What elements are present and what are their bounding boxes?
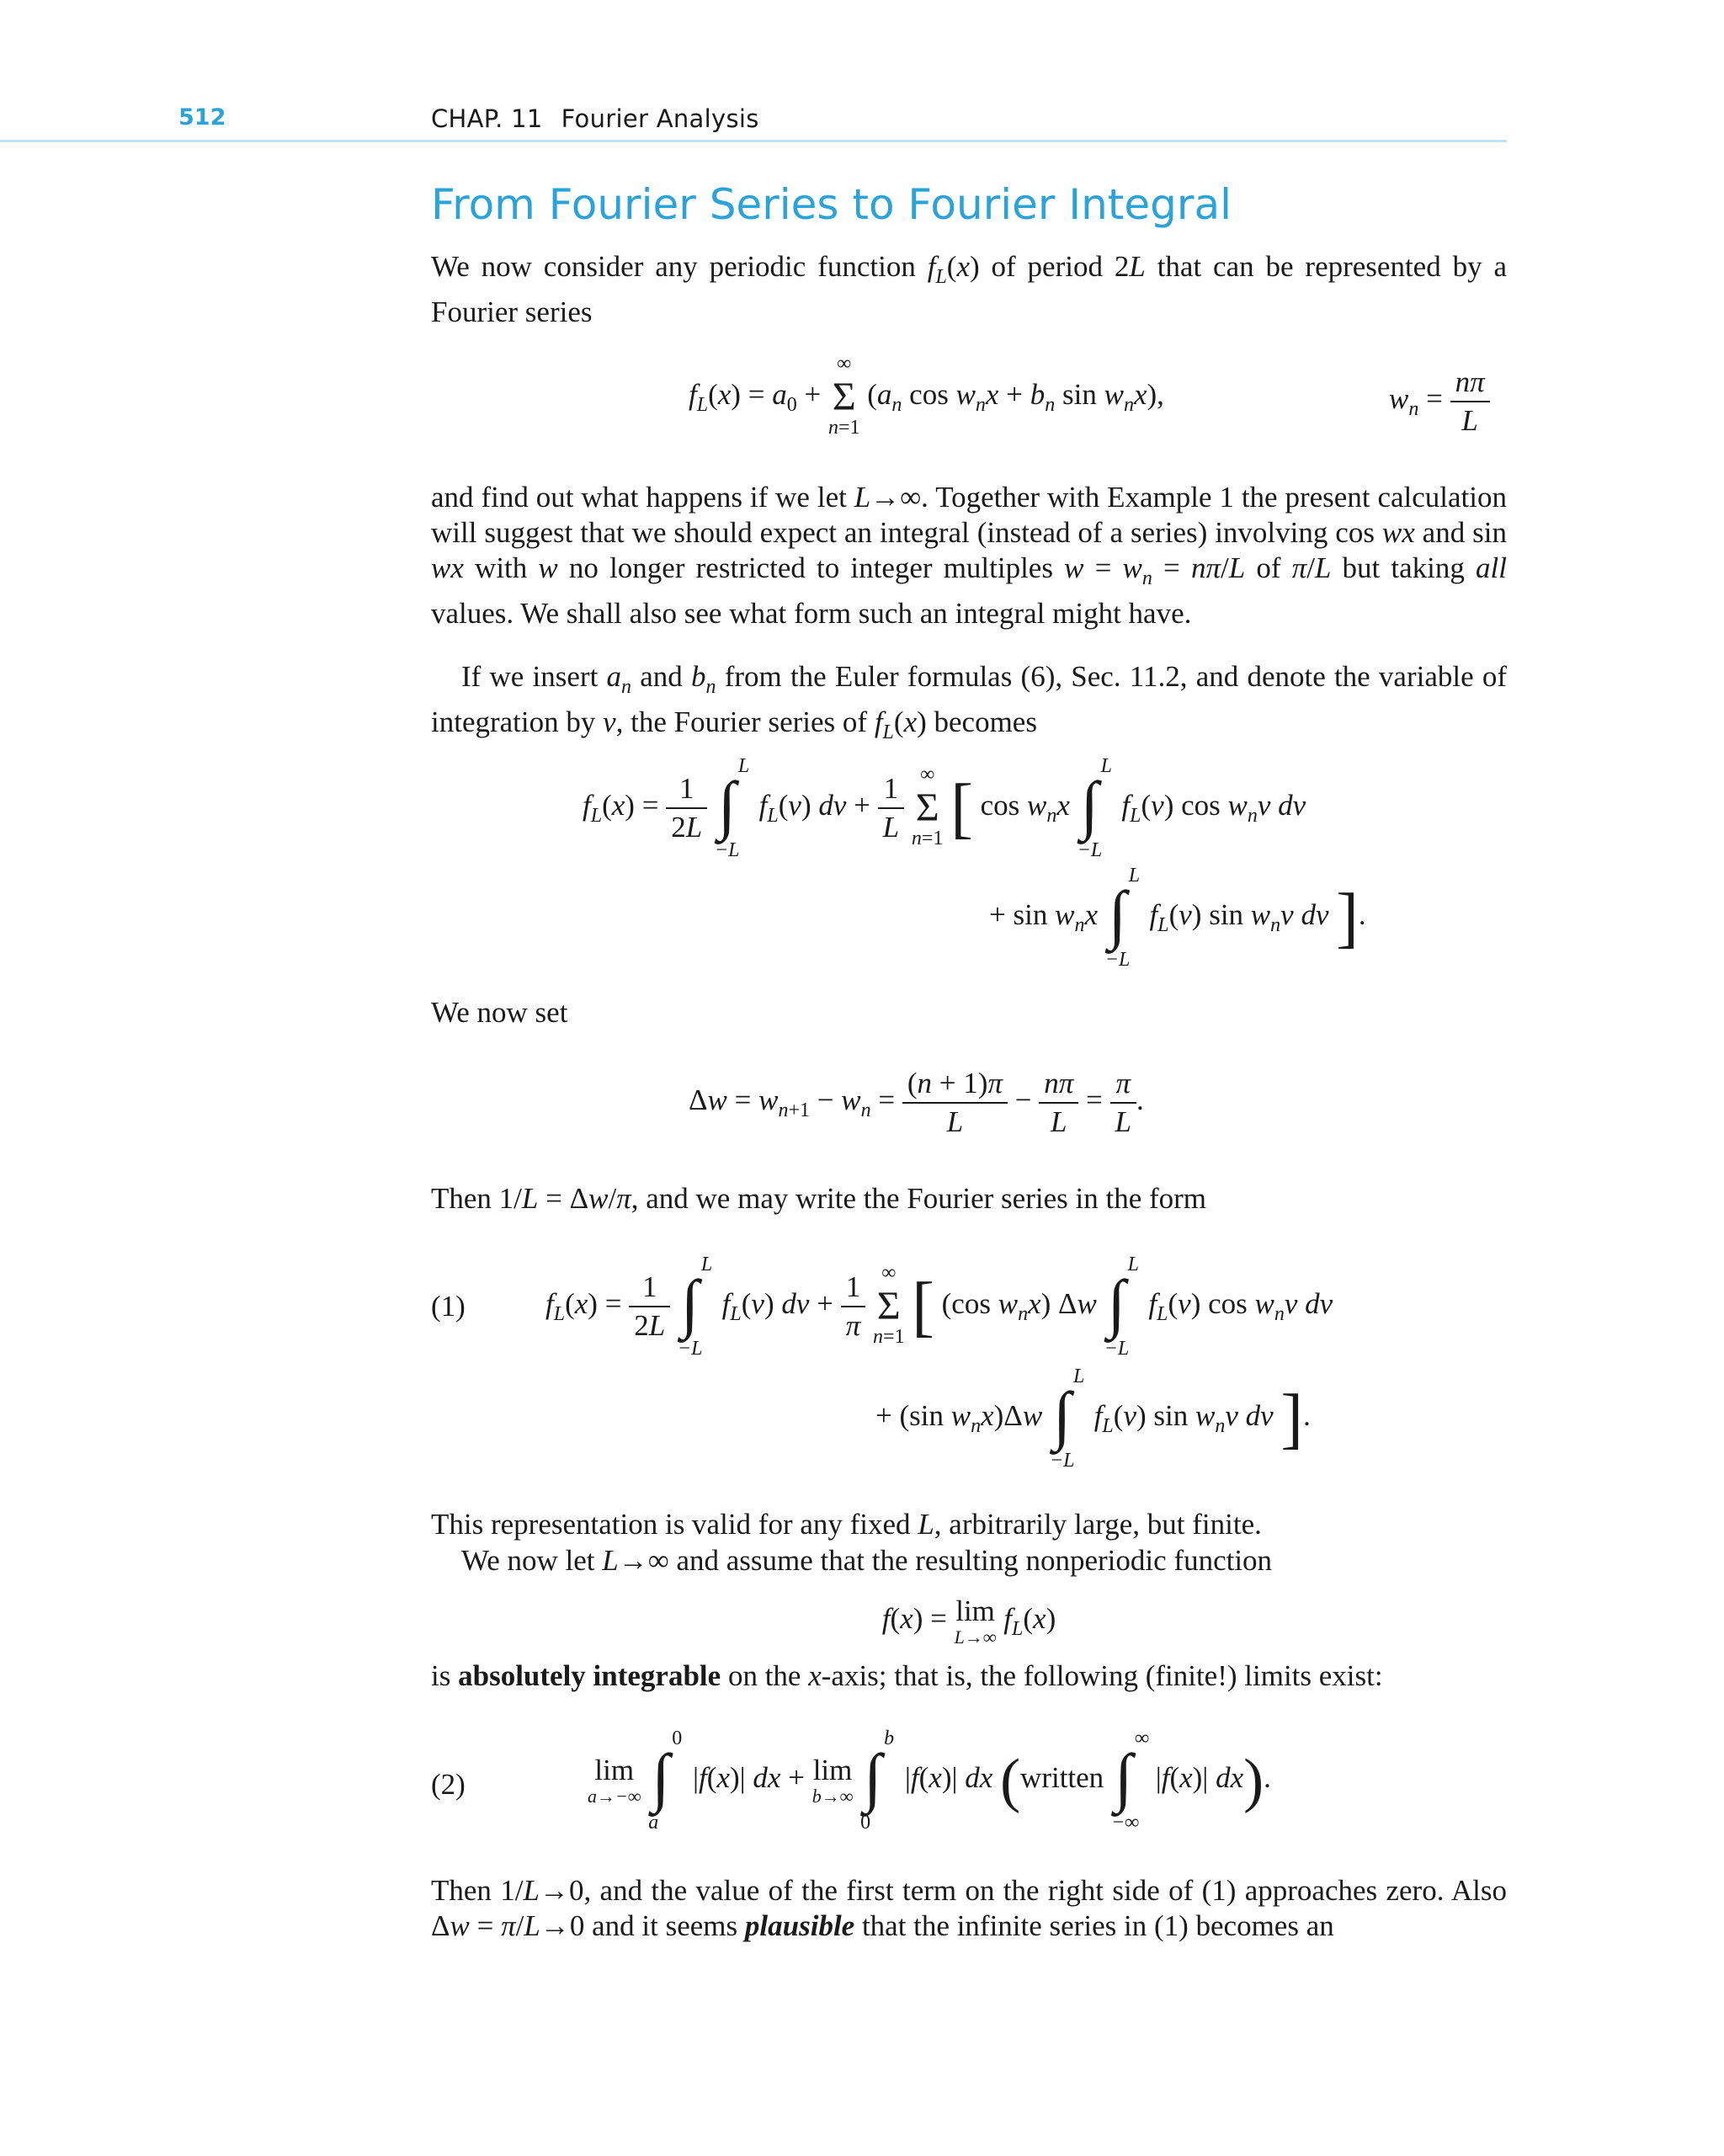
paragraph-then: Then 1/L = Δw/π, and we may write the Fourier series in the form	[431, 1182, 1207, 1215]
equation-number-2: (2)	[431, 1768, 466, 1801]
paragraph-euler: If we insert $a_n$ and $b_n$ from the Euler formulas (6), Sec. 11.2, and denote the variable of integration by v, the Fourier series of $f_L(x)$ becomes	[431, 660, 1507, 743]
chapter-title: Fourier Analysis	[561, 104, 759, 133]
paragraph-limit: and find out what happens if we let L→∞. Together with Example 1 the present calculation will suggest that we should expect an integral (instead of a series) involving cos wx and sin wx with w no longer restricted to integer multiples $w = w_n = n\pi/L$ of π/L but taking all values. We shall also see what form such an integral might have.	[431, 481, 1507, 630]
equation-expanded-series-line2: + $\sin w_nx$ ∫ L −L $f_L(v)$ $\sin w_nv$ dv ].	[989, 865, 1366, 971]
paragraph-now-set: We now set	[431, 996, 568, 1029]
paragraph-let-L-infinity: We now let L→∞ and assume that the resulting nonperiodic function	[461, 1544, 1273, 1577]
paragraph-absolutely-integrable: is absolutely integrable on the x-axis; that is, the following (finite!) limits exist:	[431, 1659, 1383, 1692]
equation-expanded-series-line1: $f_L(x)$ = $\frac{1}{2L}$ ∫ L −L $f_L(v)$ dv + $\frac{1}{L}$ ∞ Σ n=1 [ $\cos w_nx$ ∫ L −L $f_L(v)$ $\cos w_nv$ dv	[583, 755, 1306, 861]
sum-symbol: ∞ Σ n=1	[827, 353, 860, 439]
chapter-number: CHAP. 11	[431, 104, 543, 133]
equation-delta-w: $\Delta w = w_{n+1} - w_n$ = $\frac{(n + 1)\pi}{L}$ − $\frac{n\pi}{L}$ = $\frac{\pi}{L}$ .	[689, 1067, 1144, 1138]
section-title: From Fourier Series to Fourier Integral	[431, 180, 1232, 229]
paragraph-intro: We now consider any periodic function $f_L(x)$ of period 2L that can be represented by a Fourier series	[431, 250, 1507, 328]
equation-1-line1: $f_L(x)$ = $\frac{1}{2L}$ ∫ L −L $f_L(v)$ dv + $\frac{1}{\pi}$ ∞ Σ n=1 [ (cos $w_nx$) Δw ∫ L −L $f_L(v)$ $\cos w_nv$ dv	[545, 1254, 1333, 1360]
paragraph-valid: This representation is valid for any fixed L, arbitrarily large, but finite.	[431, 1508, 1262, 1541]
running-header	[431, 104, 759, 133]
equation-number-1: (1)	[431, 1290, 466, 1323]
equation-wn-definition: $w_n$ = $\frac{n\pi}{L}$	[1389, 364, 1490, 439]
written-label: written	[1020, 1761, 1104, 1795]
equation-limit-function: f(x) = lim L→∞ $f_L(x)$	[881, 1594, 1056, 1648]
paragraph-plausible: Then 1/L→0, and the value of the first term on the right side of (1) approaches zero. Also Δw = π/L→0 and it seems plausible that the infinite series in (1) becomes an	[431, 1874, 1507, 1942]
page-number: 512	[178, 104, 226, 130]
term-absolutely-integrable: absolutely integrable	[458, 1659, 721, 1692]
equation-1-line2: + (sin $w_nx)\Delta w$ ∫ L −L $f_L(v)$ $\sin w_nv$ dv ].	[875, 1365, 1311, 1472]
header-rule	[0, 140, 1507, 142]
equation-2: lim a→−∞ ∫ 0 a |f(x)| dx + lim b→∞ ∫ b 0 |f(x)| dx (written ∫ ∞ −∞ |f(x)| dx).	[588, 1727, 1271, 1834]
equation-fourier-series: $f_L(x) = a_0$ + ∞ Σ n=1 ($a_n$ $\cos w_nx + b_n$ $\sin w_nx$),	[689, 354, 1164, 441]
